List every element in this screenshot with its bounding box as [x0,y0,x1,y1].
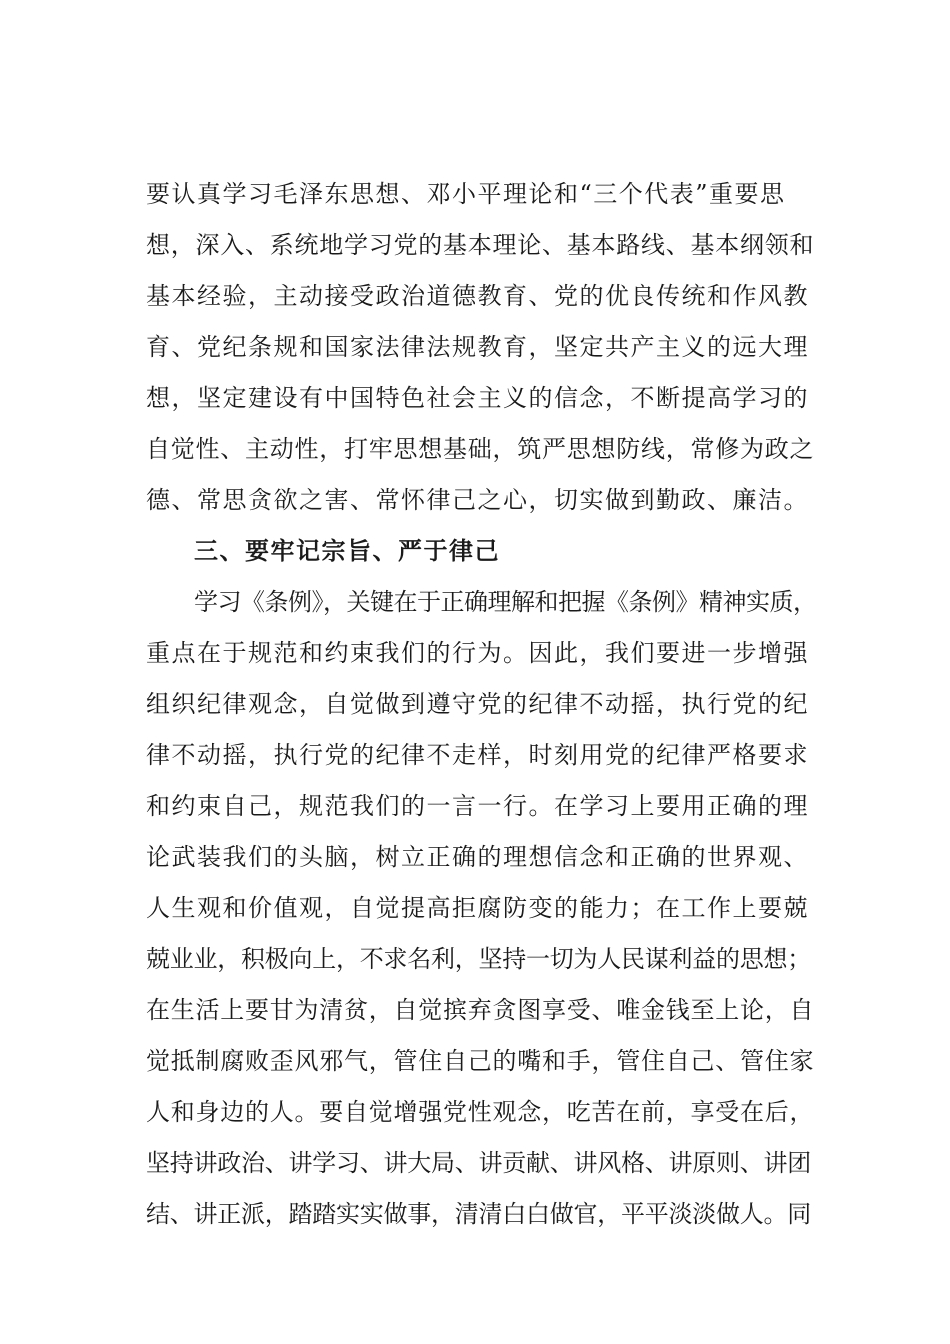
paragraph-2-line-11: 人和身边的人。要自觉增强党性观念，吃苦在前，享受在后， [146,1098,815,1126]
paragraph-2-line-3: 组织纪律观念，自觉做到遵守党的纪律不动摇，执行党的纪 [146,690,809,718]
paragraph-2-line-13: 结、讲正派，踏踏实实做事，清清白白做官，平平淡淡做人。同 [146,1200,811,1228]
paragraph-2-line-8: 兢业业，积极向上，不求名利，坚持一切为人民谋利益的思想； [146,945,811,973]
paragraph-1-line-1: 要认真学习毛泽东思想、邓小平理论和“三个代表”重要思 [146,180,786,208]
paragraph-2-line-4: 律不动摇，执行党的纪律不走样，时刻用党的纪律严格要求 [146,741,809,769]
paragraph-1-line-5: 想，坚定建设有中国特色社会主义的信念，不断提高学习的 [146,384,809,412]
paragraph-1-line-2: 想，深入、系统地学习党的基本理论、基本路线、基本纲领和 [146,231,815,259]
paragraph-2-line-1: 学习《条例》，关键在于正确理解和把握《条例》精神实质， [194,588,817,616]
paragraph-2-line-6: 论武装我们的头脑，树立正确的理想信念和正确的世界观、 [146,843,809,871]
paragraph-2-line-9: 在生活上要甘为清贫，自觉摈弃贪图享受、唯金钱至上论，自 [146,996,815,1024]
paragraph-2-line-10: 觉抵制腐败歪风邪气，管住自己的嘴和手，管住自己、管住家 [146,1047,815,1075]
paragraph-2-line-2: 重点在于规范和约束我们的行为。因此，我们要进一步增强 [146,639,809,667]
paragraph-2-line-5: 和约束自己，规范我们的一言一行。在学习上要用正确的理 [146,792,809,820]
section-heading: 三、要牢记宗旨、严于律己 [194,537,500,565]
paragraph-1-line-4: 育、党纪条规和国家法律法规教育，坚定共产主义的远大理 [146,333,809,361]
paragraph-1-line-7: 德、常思贪欲之害、常怀律己之心，切实做到勤政、廉洁。 [146,486,809,514]
paragraph-1-line-6: 自觉性、主动性，打牢思想基础，筑严思想防线，常修为政之 [146,435,815,463]
paragraph-2-line-12: 坚持讲政治、讲学习、讲大局、讲贡献、讲风格、讲原则、讲团 [146,1149,811,1177]
paragraph-1-line-3: 基本经验，主动接受政治道德教育、党的优良传统和作风教 [146,282,809,310]
paragraph-2-line-7: 人生观和价值观，自觉提高拒腐防变的能力；在工作上要兢 [146,894,809,922]
